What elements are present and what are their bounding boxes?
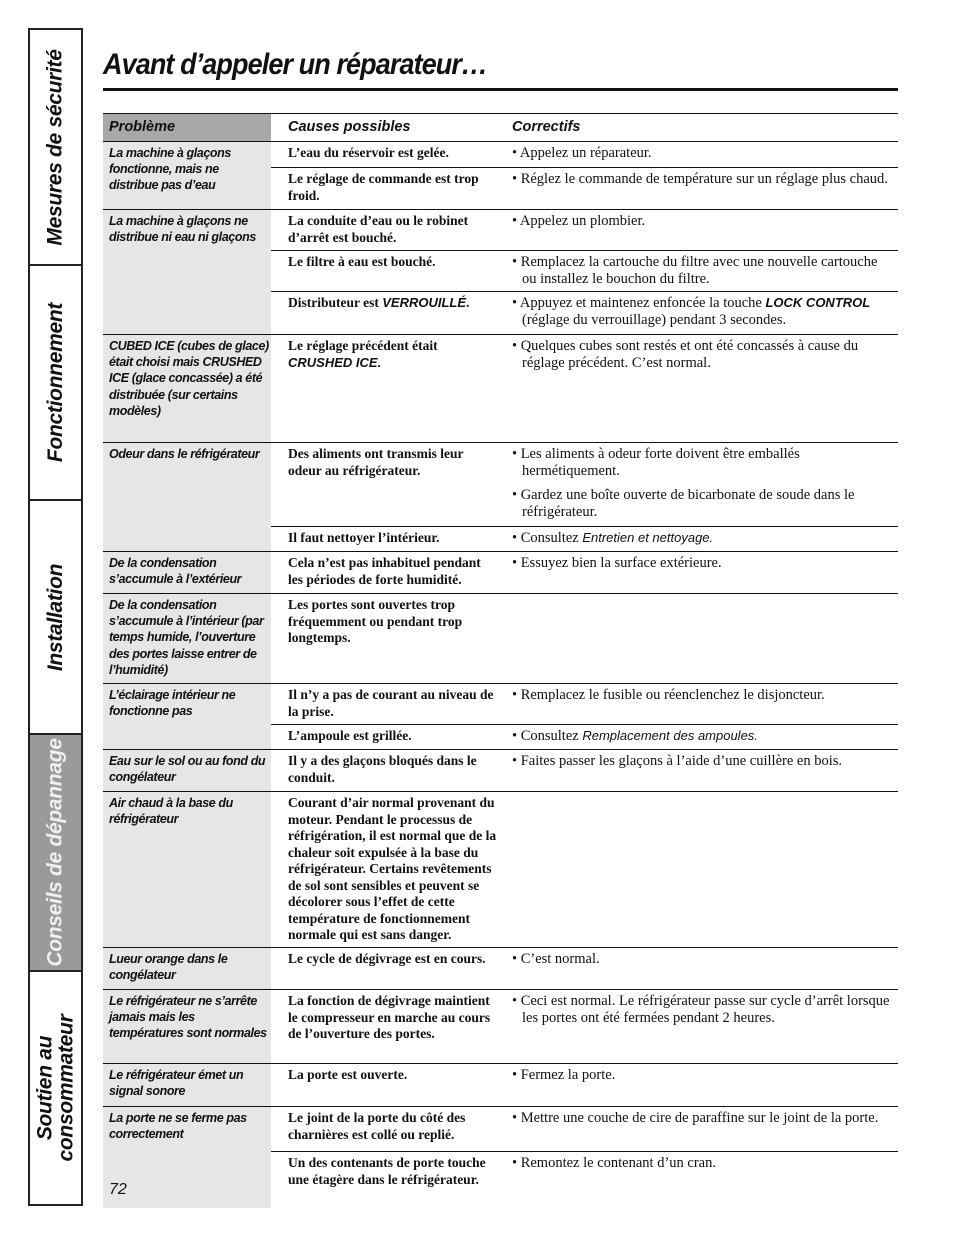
- tab-label: Fonctionnement: [44, 302, 67, 463]
- cause-cell: Distributeur est VERROUILLÉ.: [288, 295, 470, 310]
- table-row: [103, 684, 898, 750]
- problem-cell: Eau sur le sol ou au fond du congélateur: [103, 750, 271, 791]
- header-correctifs: Correctifs: [512, 119, 581, 135]
- problem-cell: Le réfrigérateur émet un signal sonore: [103, 1064, 271, 1106]
- fix-cell: • Consultez Remplacement des ampoules.: [512, 728, 758, 744]
- problem-cell: De la condensation s’accumule à l’intérieur (par temps humide, l’ouverture des portes laisse entrer de l’humidité): [103, 594, 271, 683]
- cause-cell: La porte est ouverte.: [288, 1067, 408, 1082]
- header-probleme: Problème: [103, 114, 271, 141]
- table-row: [103, 142, 898, 210]
- page-number: 72: [109, 1181, 127, 1198]
- cause-cell: Le cycle de dégivrage est en cours.: [288, 951, 486, 966]
- table-row: [103, 990, 898, 1064]
- fix-cell: • Remontez le contenant d’un cran.: [512, 1155, 716, 1171]
- problem-cell: Lueur orange dans le congélateur: [103, 948, 271, 989]
- table-row: [103, 210, 898, 335]
- table-row: [103, 552, 898, 594]
- problem-cell: La machine à glaçons ne distribue ni eau ni glaçons: [103, 210, 271, 334]
- tab-label: Conseils de dépannage: [44, 738, 68, 967]
- fix-cell: • Réglez le commande de température sur un réglage plus chaud.: [512, 171, 888, 187]
- tab-label: Soutien au consommateur: [33, 1014, 78, 1162]
- problem-cell: La machine à glaçons fonctionne, mais ne distribue pas d’eau: [103, 142, 271, 209]
- tab-fonctionnement[interactable]: [30, 266, 81, 501]
- table-row: [103, 443, 898, 552]
- fix-cell: • Les aliments à odeur forte doivent être emballés hermétiquement. • Gardez une boîte ouverte de bicarbonate de soude dans le réfrigérateur.: [512, 446, 855, 520]
- tab-installation[interactable]: [30, 501, 81, 735]
- header-causes: Causes possibles: [288, 119, 411, 135]
- cause-cell: Les portes sont ouvertes trop fréquemment ou pendant trop longtemps.: [288, 597, 463, 645]
- fix-cell: • Remplacez le fusible ou réenclenchez le disjoncteur.: [512, 687, 825, 703]
- fix-cell: • Quelques cubes sont restés et ont été concassés à cause du réglage précédent. C’est normal.: [512, 338, 859, 371]
- fix-cell: • Mettre une couche de cire de paraffine sur le joint de la porte.: [512, 1110, 879, 1126]
- fix-cell: • Essuyez bien la surface extérieure.: [512, 555, 722, 571]
- cause-cell: Un des contenants de porte touche une étagère dans le réfrigérateur.: [288, 1155, 486, 1187]
- tab-mesures-de-securite[interactable]: [30, 30, 81, 266]
- page-title: Avant d’appeler un réparateur…: [103, 48, 488, 81]
- fix-cell: [501, 792, 898, 947]
- title-rule: [103, 88, 898, 91]
- cause-cell: La fonction de dégivrage maintient le compresseur en marche au cours de l’ouverture des portes.: [288, 993, 491, 1041]
- cause-cell: L’eau du réservoir est gelée.: [288, 145, 449, 160]
- problem-cell: Odeur dans le réfrigérateur: [103, 443, 271, 551]
- fix-cell: • Appuyez et maintenez enfoncée la touche LOCK CONTROL (réglage du verrouillage) pendant 3 secondes.: [512, 295, 871, 328]
- tab-label: Installation: [44, 563, 67, 671]
- tab-conseils-de-depannage[interactable]: [30, 735, 81, 972]
- cause-cell: Il faut nettoyer l’intérieur.: [288, 530, 440, 545]
- problem-cell: La porte ne se ferme pas correctement: [103, 1107, 271, 1208]
- tab-label: Mesures de sécurité: [44, 48, 68, 246]
- table-row: [103, 948, 898, 990]
- table-row: [103, 750, 898, 792]
- fix-cell: • Appelez un plombier.: [512, 213, 646, 229]
- side-tab-bar: [28, 28, 83, 1206]
- cause-cell: Le réglage précédent était CRUSHED ICE.: [288, 338, 438, 370]
- table-row: [103, 1064, 898, 1107]
- cause-cell: Le joint de la porte du côté des charnières est collé ou replié.: [288, 1110, 466, 1142]
- tab-soutien-au-consommateur[interactable]: [30, 972, 81, 1204]
- fix-cell: • Remplacez la cartouche du filtre avec une nouvelle cartouche ou installez le bouchon du filtre.: [512, 254, 878, 287]
- table-row: [103, 594, 898, 684]
- table-row: [103, 335, 898, 443]
- table-header: [103, 113, 898, 142]
- cause-cell: Le réglage de commande est trop froid.: [288, 171, 479, 203]
- cause-cell: Cela n’est pas inhabituel pendant les périodes de forte humidité.: [288, 555, 481, 587]
- fix-cell: • Fermez la porte.: [512, 1067, 616, 1083]
- fix-cell: • Consultez Entretien et nettoyage.: [512, 530, 714, 546]
- cause-cell: La conduite d’eau ou le robinet d’arrêt est bouché.: [288, 213, 469, 245]
- cause-cell: Il n’y a pas de courant au niveau de la prise.: [288, 687, 494, 719]
- cause-cell: Il y a des glaçons bloqués dans le conduit.: [288, 753, 477, 785]
- troubleshooting-table: [103, 113, 898, 1208]
- cause-cell: Des aliments ont transmis leur odeur au réfrigérateur.: [288, 446, 464, 478]
- fix-cell: • Appelez un réparateur.: [512, 145, 652, 161]
- problem-cell: De la condensation s’accumule à l’extérieur: [103, 552, 271, 593]
- table-row: [103, 792, 898, 948]
- problem-cell: Le réfrigérateur ne s’arrête jamais mais les températures sont normales: [103, 990, 271, 1063]
- table-row: [103, 1107, 898, 1208]
- cause-cell: L’ampoule est grillée.: [288, 728, 412, 743]
- fix-cell: • C’est normal.: [512, 951, 600, 967]
- problem-cell: L’éclairage intérieur ne fonctionne pas: [103, 684, 271, 749]
- problem-cell: Air chaud à la base du réfrigérateur: [103, 792, 271, 947]
- cause-cell: Courant d’air normal provenant du moteur. Pendant le processus de réfrigération, il est normal que de la chaleur soit expulsée à la base du réfrigérateur. Certains revêtements de sol sont sensibles et peuvent se décolorer sous l’effet de cette température de fonctionnement normale qui est sans danger.: [288, 795, 497, 942]
- problem-cell: CUBED ICE (cubes de glace) était choisi mais CRUSHED ICE (glace concassée) a été distribuée (sur certains modèles): [103, 335, 271, 442]
- fix-cell: • Faites passer les glaçons à l’aide d’une cuillère en bois.: [512, 753, 843, 769]
- cause-cell: Le filtre à eau est bouché.: [288, 254, 436, 269]
- fix-cell: • Ceci est normal. Le réfrigérateur passe sur cycle d’arrêt lorsque les portes ont été fermées pendant 2 heures.: [512, 993, 890, 1026]
- fix-cell: [501, 594, 898, 650]
